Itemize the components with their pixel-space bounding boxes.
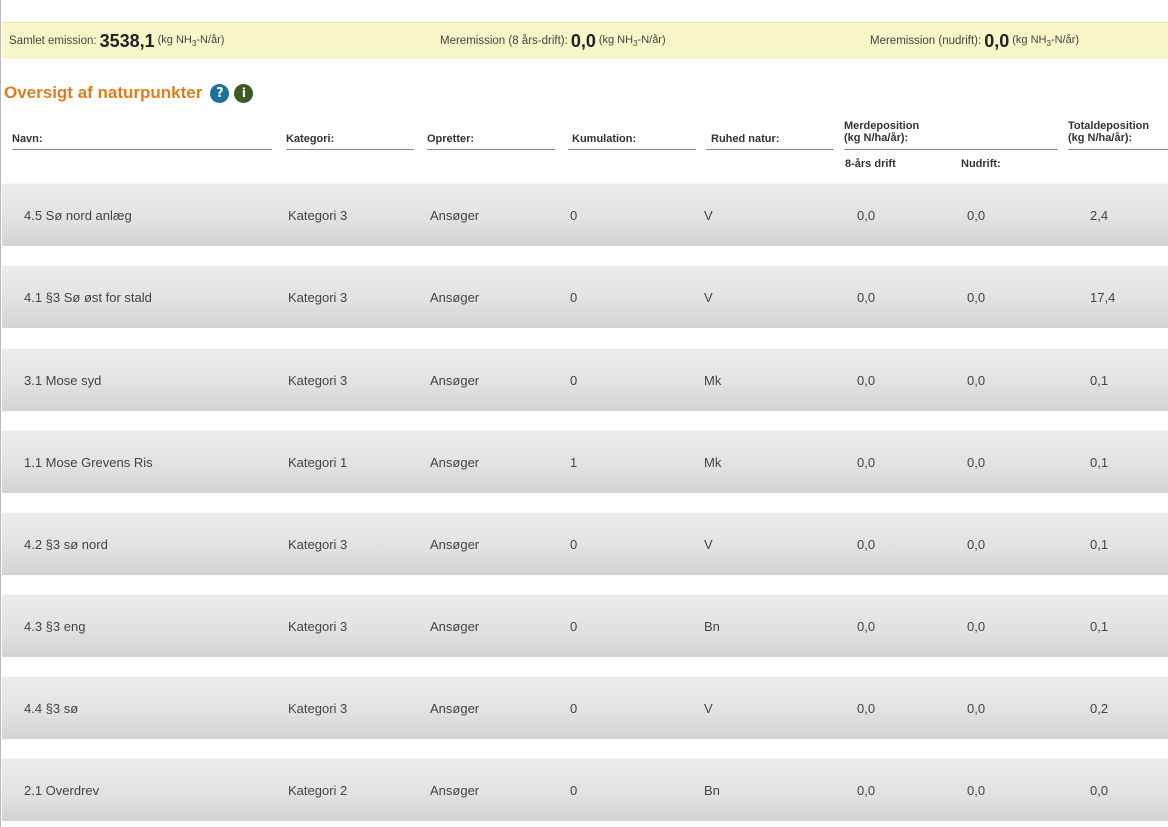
cell-cumulation: 0 <box>570 782 578 798</box>
cell-name: 1.1 Mose Grevens Ris <box>24 454 153 470</box>
cell-deposition-now: 0,0 <box>967 454 986 470</box>
cell-category: Kategori 3 <box>288 700 348 716</box>
help-icon[interactable]: ? <box>210 84 229 103</box>
cell-name: 2.1 Overdrev <box>24 782 100 798</box>
cell-cumulation: 0 <box>570 289 578 305</box>
cell-category: Kategori 3 <box>288 618 348 634</box>
extra-emission-8yr-unit: (kg $NH_3-N/år$) <box>598 33 666 49</box>
section-title: Oversigt af naturpunkter <box>4 83 203 102</box>
extra-emission-now-label: Meremission (nudrift): <box>870 35 982 47</box>
cell-creator: Ansøger <box>430 700 480 716</box>
table-row[interactable] <box>2 348 1168 411</box>
cell-category: Kategori 3 <box>288 536 348 552</box>
cell-total-deposition: 0,1 <box>1090 536 1109 552</box>
emission-summary-bar <box>2 22 1168 59</box>
table-row[interactable] <box>2 430 1168 493</box>
column-subheader-now[interactable]: Nudrift: <box>961 158 1001 170</box>
cell-deposition-now: 0,0 <box>967 700 986 716</box>
cell-cumulation: 0 <box>570 372 578 388</box>
cell-creator: Ansøger <box>430 618 480 634</box>
extra-emission-8yr-label: Meremission (8 års-drift): <box>440 35 568 47</box>
column-header-total-deposition[interactable]: Totaldeposition (kg N/ha/år): <box>1068 110 1168 150</box>
total-emission <box>9 23 224 59</box>
cell-category: Kategori 2 <box>288 782 348 798</box>
cell-deposition-now: 0,0 <box>967 289 986 305</box>
table-row[interactable] <box>2 265 1168 328</box>
column-header-name[interactable]: Navn: <box>12 110 272 150</box>
column-header-extra-deposition: Merdeposition (kg N/ha/år): <box>844 110 1058 150</box>
column-header-roughness[interactable]: Ruhed natur: <box>706 110 834 150</box>
cell-cumulation: 0 <box>570 618 578 634</box>
table-row[interactable] <box>2 512 1168 575</box>
cell-deposition-now: 0,0 <box>967 618 986 634</box>
column-subheader-8yr[interactable]: 8-års drift <box>845 158 896 170</box>
section-heading <box>4 81 253 105</box>
cell-total-deposition: 0,1 <box>1090 372 1109 388</box>
cell-cumulation: 0 <box>570 700 578 716</box>
cell-deposition-now: 0,0 <box>967 536 986 552</box>
table-row[interactable] <box>2 183 1168 246</box>
cell-deposition-8yr: 0,0 <box>857 700 876 716</box>
cell-cumulation: 0 <box>570 536 578 552</box>
total-emission-unit: (kg $NH_3-N/år$) <box>157 33 225 49</box>
cell-deposition-now: 0,0 <box>967 782 986 798</box>
extra-emission-now <box>870 23 1079 59</box>
cell-name: 3.1 Mose syd <box>24 372 102 388</box>
cell-creator: Ansøger <box>430 782 480 798</box>
cell-creator: Ansøger <box>430 372 480 388</box>
table-row[interactable] <box>2 758 1168 821</box>
cell-name: 4.3 §3 eng <box>24 618 86 634</box>
cell-category: Kategori 3 <box>288 372 348 388</box>
cell-deposition-8yr: 0,0 <box>857 536 876 552</box>
cell-deposition-8yr: 0,0 <box>857 289 876 305</box>
cell-name: 4.2 §3 sø nord <box>24 536 108 552</box>
cell-roughness: Bn <box>704 782 720 798</box>
cell-name: 4.1 §3 Sø øst for stald <box>24 289 152 305</box>
cell-deposition-8yr: 0,0 <box>857 454 876 470</box>
extra-emission-now-value: 0,0 <box>984 30 1010 51</box>
cell-deposition-8yr: 0,0 <box>857 618 876 634</box>
cell-roughness: V <box>704 700 713 716</box>
extra-emission-8yr-value: 0,0 <box>570 30 596 51</box>
cell-creator: Ansøger <box>430 207 480 223</box>
cell-total-deposition: 0,1 <box>1090 618 1109 634</box>
column-header-creator[interactable]: Opretter: <box>427 110 555 150</box>
cell-name: 4.4 §3 sø <box>24 700 79 716</box>
cell-total-deposition: 0,1 <box>1090 454 1109 470</box>
cell-total-deposition: 17,4 <box>1090 289 1116 305</box>
cell-roughness: V <box>704 536 713 552</box>
cell-creator: Ansøger <box>430 536 480 552</box>
cell-roughness: Mk <box>704 454 722 470</box>
cell-total-deposition: 0,2 <box>1090 700 1109 716</box>
total-emission-value: 3538,1 <box>99 30 155 51</box>
total-emission-label: Samlet emission: <box>9 35 97 47</box>
cell-deposition-8yr: 0,0 <box>857 782 876 798</box>
cell-cumulation: 1 <box>570 454 578 470</box>
cell-deposition-8yr: 0,0 <box>857 207 876 223</box>
cell-roughness: Bn <box>704 618 720 634</box>
cell-deposition-now: 0,0 <box>967 207 986 223</box>
cell-creator: Ansøger <box>430 289 480 305</box>
cell-roughness: Mk <box>704 372 722 388</box>
column-header-cumulation[interactable]: Kumulation: <box>568 110 696 150</box>
cell-cumulation: 0 <box>570 207 578 223</box>
info-icon[interactable]: i <box>234 84 253 103</box>
table-row[interactable] <box>2 594 1168 657</box>
cell-category: Kategori 1 <box>288 454 348 470</box>
cell-total-deposition: 2,4 <box>1090 207 1109 223</box>
cell-category: Kategori 3 <box>288 207 348 223</box>
cell-total-deposition: 0,0 <box>1090 782 1109 798</box>
cell-deposition-now: 0,0 <box>967 372 986 388</box>
column-header-category[interactable]: Kategori: <box>286 110 414 150</box>
cell-category: Kategori 3 <box>288 289 348 305</box>
extra-emission-8yr <box>440 23 666 59</box>
table-row[interactable] <box>2 676 1168 739</box>
extra-emission-now-unit: (kg $NH_3-N/år$) <box>1012 33 1080 49</box>
cell-deposition-8yr: 0,0 <box>857 372 876 388</box>
cell-creator: Ansøger <box>430 454 480 470</box>
cell-roughness: V <box>704 289 713 305</box>
cell-name: 4.5 Sø nord anlæg <box>24 207 132 223</box>
cell-roughness: V <box>704 207 713 223</box>
